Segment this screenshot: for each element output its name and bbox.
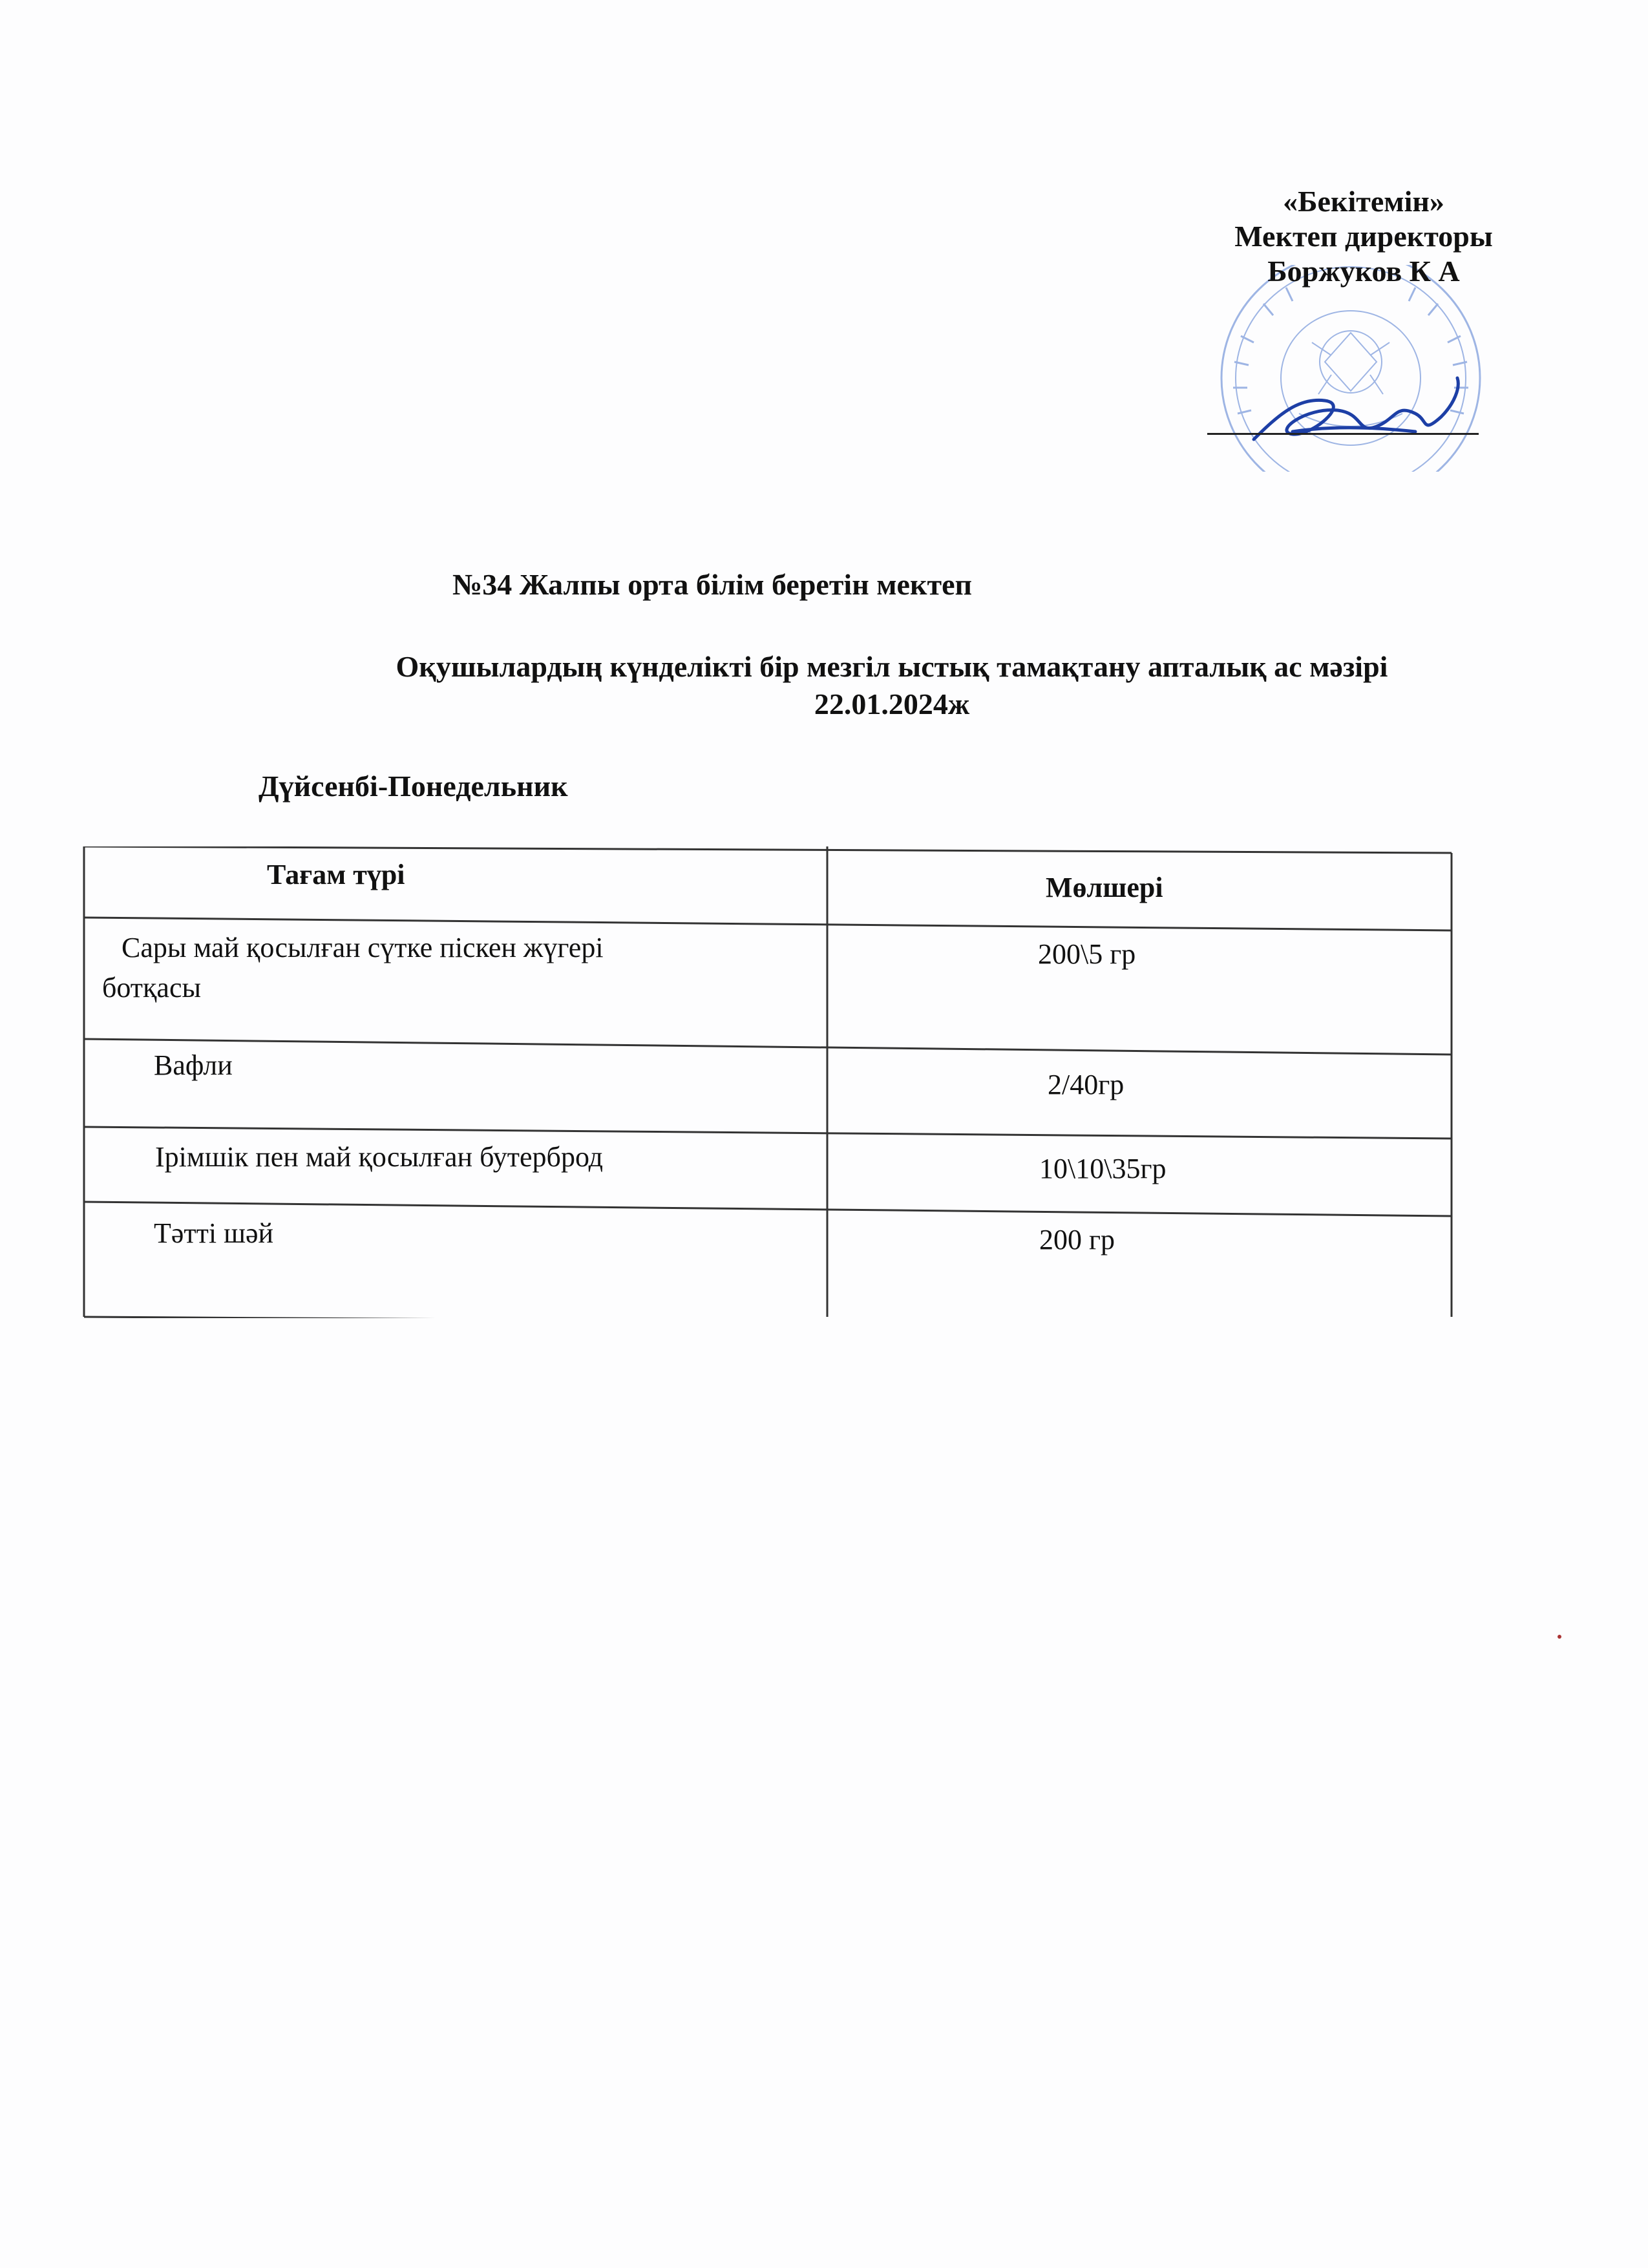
dish-name-continued: ботқасы: [102, 972, 202, 1003]
dish-name: Вафли: [154, 1049, 233, 1081]
header-dish-type: Тағам түрі: [267, 859, 405, 890]
header-amount: Мөлшері: [1046, 872, 1163, 903]
dish-name: Ірімшік пен май қосылған бутерброд: [155, 1141, 604, 1173]
approval-director-name: Боржуков К А: [1267, 255, 1460, 288]
menu-title: [259, 648, 1525, 723]
signature-line: [1207, 433, 1479, 435]
approval-position: Мектеп директоры: [1234, 220, 1493, 253]
dish-amount: 200 гр: [1039, 1224, 1115, 1255]
scan-speck: [1558, 1635, 1561, 1639]
dish-name: Сары май қосылған сүтке піскен жүгері: [121, 932, 604, 963]
table-grid: [83, 846, 1453, 1318]
menu-title-text: Оқушылардың күнделікті бір мезгіл ыстық тамақтану апталық ас мәзірі: [396, 650, 1388, 683]
menu-table: [83, 846, 1453, 1318]
dish-amount: 200\5 гр: [1038, 938, 1136, 970]
menu-date: 22.01.2024ж: [814, 688, 970, 720]
day-of-week: Дүйсенбі-Понедельник: [259, 770, 568, 803]
school-title: №34 Жалпы орта білім беретін мектеп: [452, 568, 972, 601]
dish-name: Тәтті шәй: [154, 1217, 274, 1249]
dish-amount: 2/40гр: [1048, 1069, 1125, 1100]
approval-title: «Бекітемін»: [1283, 185, 1444, 218]
dish-amount: 10\10\35гр: [1039, 1153, 1167, 1184]
signature-icon: [1254, 378, 1458, 439]
official-seal-stamp: [1202, 265, 1499, 472]
approval-block: [1189, 184, 1538, 289]
